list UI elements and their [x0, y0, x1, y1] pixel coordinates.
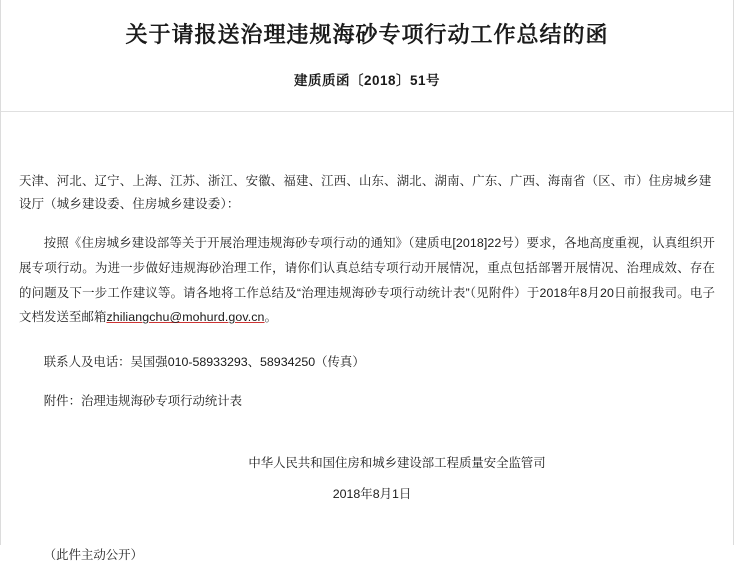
page-title: 关于请报送治理违规海砂专项行动工作总结的函 — [125, 22, 609, 47]
signature-date: 2018年8月1日 — [332, 487, 412, 502]
contact-email-link[interactable]: zhiliangchu@mohurd.gov.cn — [106, 310, 265, 325]
signer-name: 中华人民共和国住房和城乡建设部工程质量安全监管司 — [248, 455, 546, 470]
contact-line: 联系人及电话：吴国强010-58933293、58934250（传真） — [43, 355, 365, 370]
signature-block — [19, 414, 715, 507]
main-paragraph — [19, 217, 715, 330]
disclosure-note: （此件主动公开） — [43, 547, 143, 562]
document-number: 建质质函〔2018〕51号 — [293, 72, 441, 88]
attachment-line: 附件：治理违规海砂专项行动统计表 — [43, 393, 243, 408]
main-paragraph-text-part2: 。 — [264, 310, 278, 325]
document-body — [1, 112, 733, 563]
main-paragraph-text-part1: 按照《住房城乡建设部等关于开展治理违规海砂专项行动的通知》（建质电[2018]22号）要求，各地高度重视，认真组织开展专项行动。为进一步做好违规海砂治理工作，请你们认真总结专项行动开展情况，重点包括部署开展情况、治理成效、存在的问题及下一步工作建议等。请各地将工作总结及“治理违规海砂专项行动统计表”（见附件）于2018年8月20日前报我司。电子文档发送至邮箱 — [19, 235, 715, 325]
addressee-line: 天津、河北、辽宁、上海、江苏、浙江、安徽、福建、江西、山东、湖北、湖南、广东、广西、海南省（区、市）住房城乡建设厅（城乡建设委、住房城乡建设委）： — [19, 173, 712, 212]
